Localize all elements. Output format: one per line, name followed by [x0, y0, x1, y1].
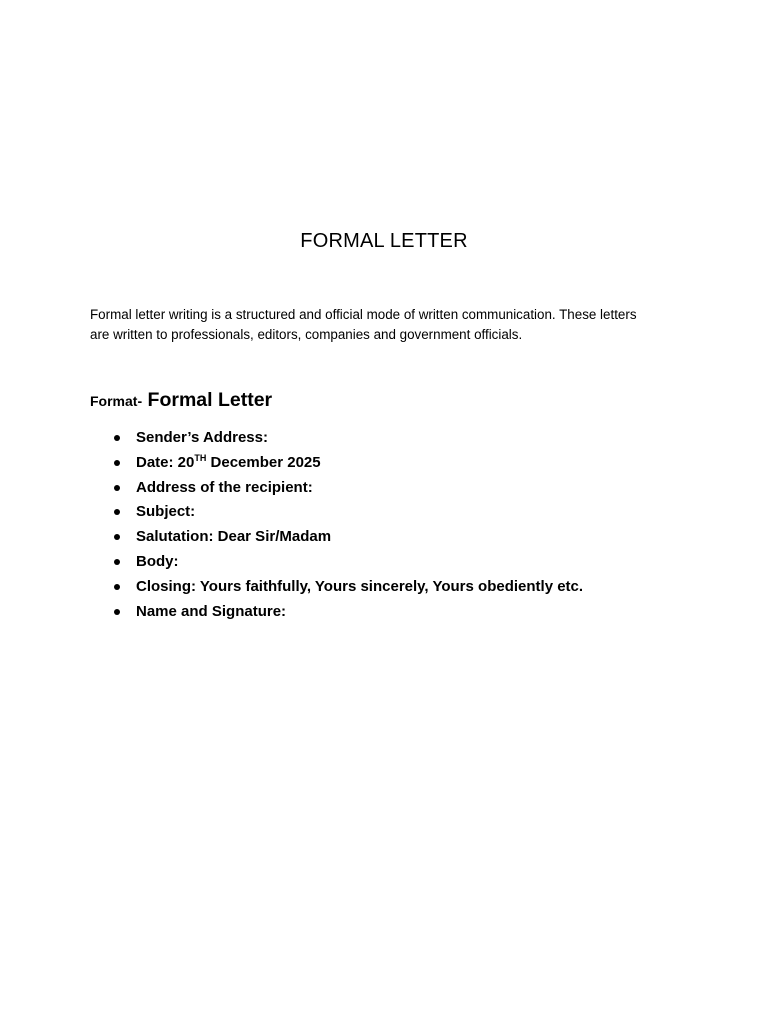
list-item-date — [90, 451, 730, 476]
format-title: Formal Letter — [142, 389, 273, 411]
list-item-salutation — [90, 525, 730, 550]
bullet-icon — [114, 609, 120, 615]
document-title: FORMAL LETTER — [300, 230, 468, 252]
list-item-body — [90, 550, 730, 575]
list-item-recipient-address — [90, 476, 730, 501]
intro-line-1: Formal letter writing is a structured and official mode of written communication. These letters — [90, 307, 637, 322]
format-prefix: Format- — [90, 393, 143, 409]
list-item-name-signature — [90, 600, 730, 625]
date-ordinal-suffix: TH — [194, 452, 207, 463]
bullet-icon — [114, 534, 120, 540]
date-prefix: Date: 20 — [136, 453, 195, 471]
field-label: Address of the recipient: — [136, 478, 313, 496]
intro-line-2: are written to professionals, editors, companies and government officials. — [90, 327, 523, 342]
field-label: Subject: — [136, 503, 196, 521]
list-item-closing — [90, 575, 730, 600]
bullet-icon — [114, 460, 120, 466]
bullet-icon — [114, 559, 120, 565]
field-label: Closing: Yours faithfully, Yours sincerely, Yours obediently etc. — [136, 577, 584, 595]
intro-paragraph — [90, 305, 690, 345]
field-label: Name and Signature: — [136, 602, 287, 620]
bullet-icon — [114, 485, 120, 491]
field-label: Salutation: Dear Sir/Madam — [136, 528, 332, 546]
format-list — [90, 426, 730, 624]
list-item-senders-address — [90, 426, 730, 451]
field-label: Sender’s Address: — [136, 429, 268, 446]
format-heading — [90, 385, 272, 413]
bullet-icon — [114, 584, 120, 590]
bullet-icon — [114, 435, 120, 441]
list-item-subject — [90, 500, 730, 525]
field-label: Body: — [136, 552, 179, 570]
bullet-icon — [114, 509, 120, 515]
date-rest: December 2025 — [206, 453, 321, 471]
